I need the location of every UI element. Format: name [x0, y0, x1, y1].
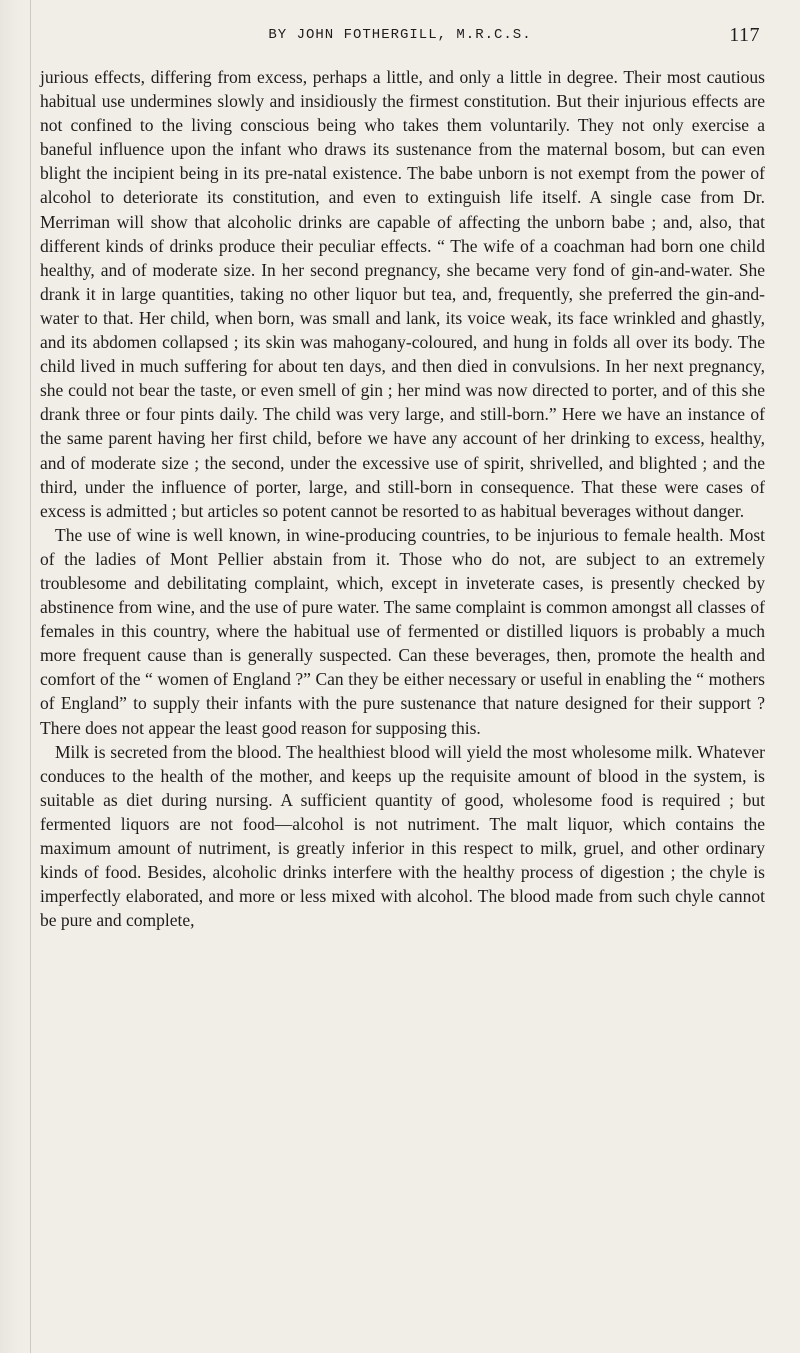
gutter-edge [30, 0, 31, 1353]
paragraph-2: The use of wine is well known, in wine-producing countries, to be injurious to female health. Most of the ladies of Mont Pellier abstain from it. Those who do not, are subject to an extremely troublesome and debilitating complaint, which, except in inveterate cases, is presently checked by abstinence from wine, and the use of pure water. The same complaint is common amongst all classes of females in this country, where the habitual use of fermented or distilled liquors is probably a much more frequent cause than is generally suspected. Can these beverages, then, promote the health and comfort of the “ women of England ?” Can they be either necessary or useful in enabling the “ mothers of England” to supply their infants with the pure sustenance that nature designed for their support ? There does not appear the least good reason for supposing this. [40, 524, 765, 738]
page-number: 117 [729, 23, 760, 46]
paragraph-1: jurious effects, differing from excess, perhaps a little, and only a little in degree. Their most cautious habitual use undermines slowly and insidiously the firmest constitution. But their injurious effects are not confined to the living conscious being who takes them voluntarily. They not only exercise a baneful influence upon the infant who draws its sustenance from the maternal bosom, but can even blight the incipient being in its pre-natal existence. The babe unborn is not exempt from the power of alcohol to deteriorate its constitution, and even to extinguish life itself. A single case from Dr. Merriman will show that alcoholic drinks are capable of affecting the unborn babe ; and, also, that different kinds of drinks produce their peculiar effects. “ The wife of a coachman had born one child healthy, and of moderate size. In her second pregnancy, she became very fond of gin-and-water. She drank it in large quantities, taking no other liquor but tea, and, frequently, she preferred the gin-and-water to that. Her child, when born, was small and lank, its voice weak, its face wrinkled and ghastly, and its abdomen collapsed ; its skin was mahogany-coloured, and hung in folds all over its body. The child lived in much suffering for about ten days, and then died in convulsions. In her next pregnancy, she could not bear the taste, or even smell of gin ; her mind was now directed to porter, and of this she drank three or four pints daily. The child was very large, and still-born.” Here we have an instance of the same parent having her first child, before we have any account of her drinking to excess, healthy, and of moderate size ; the second, under the excessive use of spirit, shrivelled, and blighted ; and the third, under the influence of porter, large, and still-born in consequence. That these were cases of excess is admitted ; but articles so potent cannot be resorted to as habitual beverages without danger. [40, 67, 765, 521]
body-text [40, 65, 765, 932]
page-gutter [0, 0, 30, 1353]
paragraph-3: Milk is secreted from the blood. The healthiest blood will yield the most wholesome milk. Whatever conduces to the health of the mother, and keeps up the requisite amount of blood in the system, is suitable as diet during nursing. A sufficient quantity of good, wholesome food is required ; but fermented liquors are not food—alcohol is not nutriment. The malt liquor, which contains the maximum amount of nutriment, is greatly inferior in this respect to milk, gruel, and other ordinary kinds of food. Besides, alcoholic drinks interfere with the healthy process of digestion ; the chyle is imperfectly elaborated, and more or less mixed with alcohol. The blood made from such chyle cannot be pure and complete, [40, 741, 765, 931]
page-header [60, 20, 760, 50]
running-head: BY JOHN FOTHERGILL, M.R.C.S. [268, 27, 532, 43]
